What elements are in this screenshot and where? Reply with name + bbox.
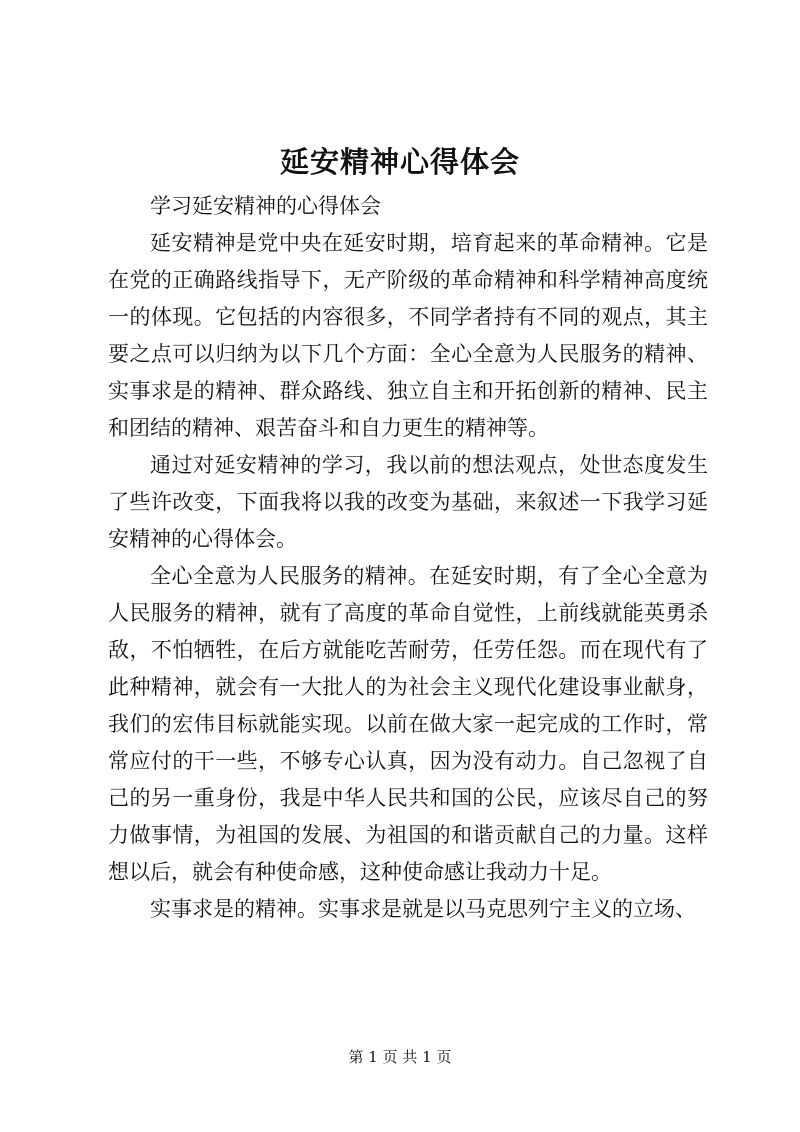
page-footer: 第 1 页 共 1 页 [348, 1048, 452, 1066]
document-title: 延安精神心得体会 [279, 145, 520, 179]
paragraph-seek-truth: 实事求是的精神。实事求是就是以马克思列宁主义的立场、 [150, 897, 696, 921]
paragraph-change: 通过对延安精神的学习，我以前的想法观点，处世态度发生了些许改变，下面我将以我的改变为基础，来叙述一下我学习延安精神的心得体会。 [108, 453, 708, 551]
paragraph-serve-people: 全心全意为人民服务的精神。在延安时期，有了全心全意为人民服务的精神，就有了高度的革命自觉性，上前线就能英勇杀敌，不怕牺牲，在后方就能吃苦耐劳，任劳任怨。而在现代有了此种精神，就会有一大批人的为社会主义现代化建设事业献身，我们的宏伟目标就能实现。以前在做大家一起完成的工作时，常常应付的干一些，不够专心认真，因为没有动力。自己忽视了自己的另一重身份，我是中华人民共和国的公民，应该尽自己的努力做事情，为祖国的发展、为祖国的和谐贡献自己的力量。这样想以后，就会有种使命感，这种使命感让我动力十足。 [108, 564, 708, 884]
paragraph-intro: 延安精神是党中央在延安时期，培育起来的革命精神。它是在党的正确路线指导下，无产阶级的革命精神和科学精神高度统一的体现。它包括的内容很多，不同学者持有不同的观点，其主要之点可以归纳为以下几个方面：全心全意为人民服务的精神、实事求是的精神、群众路线、独立自主和开拓创新的精神、民主和团结的精神、艰苦奋斗和自力更生的精神等。 [108, 231, 708, 440]
document-body [108, 188, 708, 928]
paragraph-subtitle: 学习延安精神的心得体会 [150, 194, 381, 218]
